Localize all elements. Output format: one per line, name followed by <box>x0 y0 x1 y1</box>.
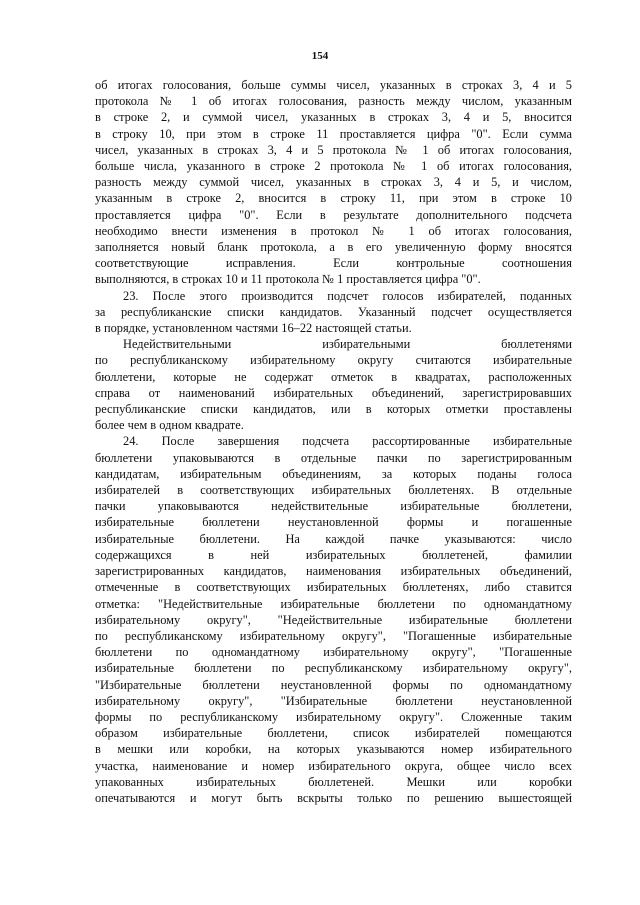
text-line: по республиканскому избирательному округу считаются избирательные <box>95 353 572 368</box>
text-line: "Избирательные бюллетени неустановленной формы по одномандатному <box>95 677 572 692</box>
text-line: бюллетени, которые не содержат отметок в квадратах, расположенных <box>95 369 572 384</box>
text-line: за республиканские списки кандидатов. Указанный подсчет осуществляется <box>95 304 572 319</box>
document-body <box>95 77 572 806</box>
text-line: опечатываются и могут быть вскрыты только по решению вышестоящей <box>95 790 572 805</box>
text-line: протокола № 1 об итогах голосования, разность между числом, указанным <box>95 94 572 109</box>
text-line: избирательному округу", "Недействительные избирательные бюллетени <box>95 612 572 627</box>
text-line: бюллетени по одномандатному избирательному округу", "Погашенные <box>95 645 572 660</box>
page-number: 154 <box>311 50 329 62</box>
text-line: формы по республиканскому избирательному округу". Сложенные таким <box>95 709 572 724</box>
text-line: заполняется новый бланк протокола, а в его увеличенную форму вносятся <box>95 240 572 255</box>
text-line: 24. После завершения подсчета рассортированные избирательные <box>123 434 572 449</box>
text-line: избирательные бюллетени неустановленной формы и погашенные <box>95 515 572 530</box>
text-line: зарегистрированных кандидатов, наименования избирательных объединений, <box>95 564 572 579</box>
text-line: избирательные бюллетени. На каждой пачке указываются: число <box>95 531 572 546</box>
text-line: содержащихся в ней избирательных бюллетеней, фамилии <box>95 547 572 562</box>
text-line: чисел, указанных в строках 3, 4 и 5 протокола № 1 об итогах голосования, <box>95 142 572 157</box>
text-line: указанным в строке 2, вносится в строку 11, при этом в строке 10 <box>95 191 572 206</box>
text-line: больше числа, указанного в строке 2 протокола № 1 об итогах голосования, <box>95 159 572 174</box>
text-line: об итогах голосования, больше суммы чисел, указанных в строках 3, 4 и 5 <box>95 78 572 92</box>
text-line: справа от наименований избирательных объединений, зарегистрировавших <box>95 385 572 400</box>
text-line: избирательные бюллетени по республиканскому избирательному округу", <box>95 661 572 676</box>
text-line: избирателей в соответствующих избирательных бюллетенях. В отдельные <box>95 483 572 498</box>
text-line: выполняются, в строках 10 и 11 протокола № 1 проставляется цифра "0". <box>95 272 481 287</box>
text-line: более чем в одном квадрате. <box>95 418 244 433</box>
text-line: в строке 2, и суммой чисел, указанных в строках 3, 4 и 5, вносится <box>95 110 572 125</box>
text-line: разность между суммой чисел, указанных в строках 3, 4 и 5, и числом, <box>95 175 572 190</box>
text-line: упакованных избирательных бюллетеней. Мешки или коробки <box>95 774 572 789</box>
text-line: бюллетени упаковываются в отдельные пачки по зарегистрированным <box>95 450 572 465</box>
text-line: по республиканскому избирательному округу", "Погашенные избирательные <box>95 628 572 643</box>
text-line: Недействительными избирательными бюллетенями <box>123 337 572 352</box>
text-line: проставляется цифра "0". Если в результате дополнительного подсчета <box>95 207 572 222</box>
text-line: 23. После этого производится подсчет голосов избирателей, поданных <box>123 288 572 303</box>
text-line: в мешки или коробки, на которых указываются номер избирательного <box>95 742 572 757</box>
text-line: пачки упаковываются недействительные избирательные бюллетени, <box>95 499 572 514</box>
text-line: кандидатам, избирательным объединениям, за которых поданы голоса <box>95 466 572 481</box>
paragraph-22-continuation <box>95 77 572 288</box>
text-line: в строку 10, при этом в строке 11 проставляется цифра "0". Если сумма <box>95 126 572 141</box>
paragraph-24 <box>95 433 572 806</box>
text-line: избирательному округу", "Избирательные бюллетени неустановленной <box>95 693 572 708</box>
text-line: республиканские списки кандидатов, или в которых отметки проставлены <box>95 402 572 417</box>
text-line: в порядке, установленном частями 16–22 настоящей статьи. <box>95 321 412 336</box>
text-line: участка, наименование и номер избирательного округа, общее число всех <box>95 758 572 773</box>
paragraph-23 <box>95 288 572 337</box>
paragraph-invalid-ballots <box>95 336 572 433</box>
text-line: необходимо внести изменения в протокол № 1 об итогах голосования, <box>95 223 572 238</box>
text-line: отметка: "Недействительные избирательные бюллетени по одномандатному <box>95 596 572 611</box>
text-line: образом избирательные бюллетени, список избирателей помещаются <box>95 726 572 741</box>
text-line: соответствующие исправления. Если контрольные соотношения <box>95 256 572 271</box>
text-line: отмеченные в соответствующих избирательных бюллетенях, либо ставится <box>95 580 572 595</box>
